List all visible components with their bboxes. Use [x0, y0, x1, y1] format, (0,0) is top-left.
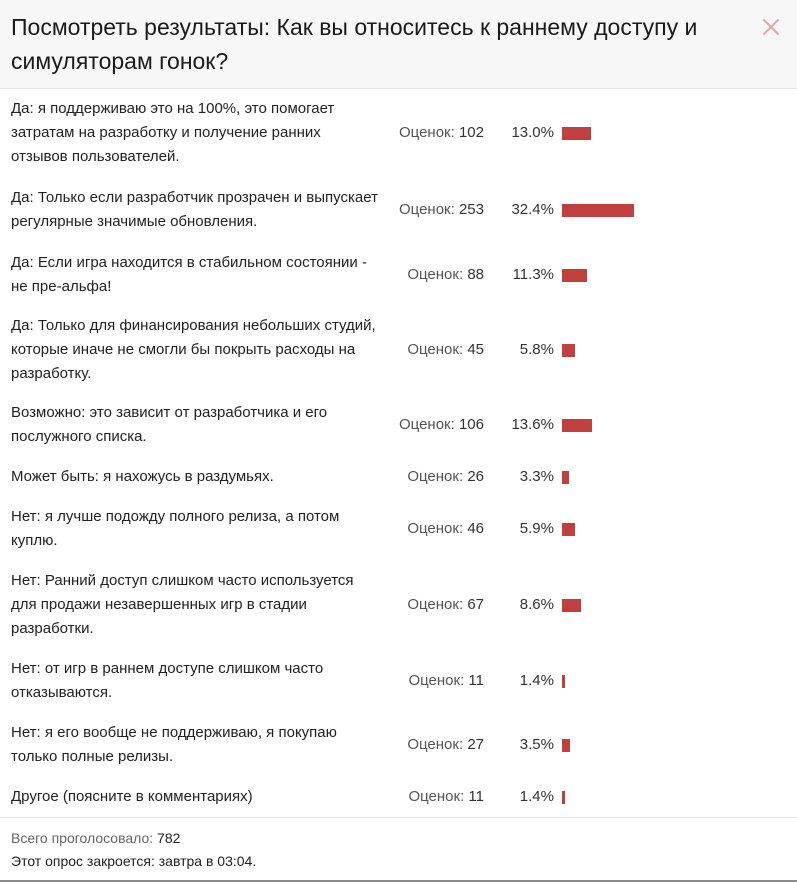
close-icon [756, 12, 786, 42]
poll-option-percent: 3.3% [519, 468, 554, 485]
poll-option-bar [562, 675, 565, 688]
votes-count: 46 [467, 520, 484, 537]
poll-option-votes [407, 465, 484, 489]
votes-prefix: Оценок: [407, 468, 464, 485]
poll-option-label: Нет: от игр в раннем доступе слишком часто отказываются. [11, 660, 324, 701]
total-votes [11, 827, 180, 849]
poll-closes-text: Этот опрос закроется: завтра в 03:04. [11, 853, 257, 869]
poll-option-label: Нет: я его вообще не поддерживаю, я покупаю только полные релизы. [11, 724, 337, 765]
votes-prefix: Оценок: [407, 520, 464, 537]
poll-option-votes [399, 121, 484, 145]
poll-option-percent: 1.4% [519, 788, 554, 805]
poll-option-bar [562, 523, 575, 536]
poll-option-bar [562, 791, 565, 804]
poll-option-label: Да: я поддерживаю это на 100%, это помогает затратам на разработку и получение ранних отзывов пользователей. [11, 100, 335, 165]
votes-prefix: Оценок: [399, 124, 455, 141]
page-title: Посмотреть результаты: Как вы относитесь к раннему доступу и симуляторам гонок? [11, 14, 698, 74]
poll-option-label: Другое (поясните в комментариях) [11, 788, 253, 805]
votes-count: 88 [467, 266, 484, 283]
poll-option-votes [407, 593, 484, 617]
poll-option-votes [407, 517, 484, 541]
poll-option-votes [399, 413, 484, 437]
votes-prefix: Оценок: [408, 672, 465, 689]
close-button[interactable] [756, 12, 786, 42]
votes-count: 11 [468, 672, 484, 689]
votes-prefix: Оценок: [399, 201, 455, 218]
poll-option-votes [408, 669, 484, 693]
poll-option-bar [562, 204, 634, 217]
poll-option-votes [399, 198, 484, 222]
votes-count: 253 [458, 201, 484, 218]
poll-option-label: Может быть: я нахожусь в раздумьях. [11, 468, 274, 485]
votes-prefix: Оценок: [407, 341, 464, 358]
poll-option-percent: 3.5% [519, 736, 554, 753]
votes-count: 102 [458, 124, 484, 141]
poll-option-votes [408, 785, 484, 809]
votes-count: 26 [467, 468, 484, 485]
poll-option-percent: 32.4% [511, 201, 554, 218]
poll-option-bar [562, 739, 570, 752]
poll-option-bar [562, 419, 592, 432]
poll-option-label: Нет: я лучше подожду полного релиза, а потом куплю. [11, 508, 340, 549]
poll-option-label: Да: Только для финансирования небольших студий, которые иначе не смогли бы покрыть расходы на разработку. [11, 317, 376, 382]
poll-option-label: Нет: Ранний доступ слишком часто используется для продажи незавершенных игр в стадии разработки. [11, 572, 354, 637]
poll-option-percent: 13.6% [511, 416, 554, 433]
poll-option-votes [407, 338, 484, 362]
poll-option-bar [562, 599, 581, 612]
poll-option-votes [407, 263, 484, 287]
poll-option-label: Да: Только если разработчик прозрачен и выпускает регулярные значимые обновления. [11, 189, 378, 230]
poll-option-bar [562, 344, 575, 357]
votes-count: 45 [467, 341, 484, 358]
votes-count: 11 [468, 788, 484, 805]
votes-prefix: Оценок: [407, 596, 464, 613]
votes-prefix: Оценок: [407, 736, 464, 753]
poll-option-percent: 1.4% [519, 672, 554, 689]
votes-prefix: Оценок: [407, 266, 464, 283]
total-votes-value: 782 [157, 830, 181, 846]
votes-count: 106 [458, 416, 484, 433]
poll-option-percent: 13.0% [511, 124, 554, 141]
poll-option-percent: 11.3% [512, 266, 554, 283]
poll-footer [0, 817, 797, 880]
votes-prefix: Оценок: [399, 416, 455, 433]
poll-option-percent: 5.8% [519, 341, 554, 358]
poll-option-votes [407, 733, 484, 757]
votes-prefix: Оценок: [408, 788, 465, 805]
poll-option-percent: 5.9% [519, 520, 554, 537]
poll-option-bar [562, 269, 587, 282]
modal-header [0, 0, 797, 89]
poll-option-bar [562, 471, 569, 484]
poll-option-label: Да: Если игра находится в стабильном состоянии - не пре-альфа! [11, 254, 367, 295]
poll-option-percent: 8.6% [519, 596, 554, 613]
poll-option-label: Возможно: это зависит от разработчика и его послужного списка. [11, 404, 328, 445]
poll-option-bar [562, 127, 591, 140]
total-votes-label: Всего проголосовало: [11, 830, 154, 846]
votes-count: 67 [467, 596, 484, 613]
votes-count: 27 [467, 736, 484, 753]
